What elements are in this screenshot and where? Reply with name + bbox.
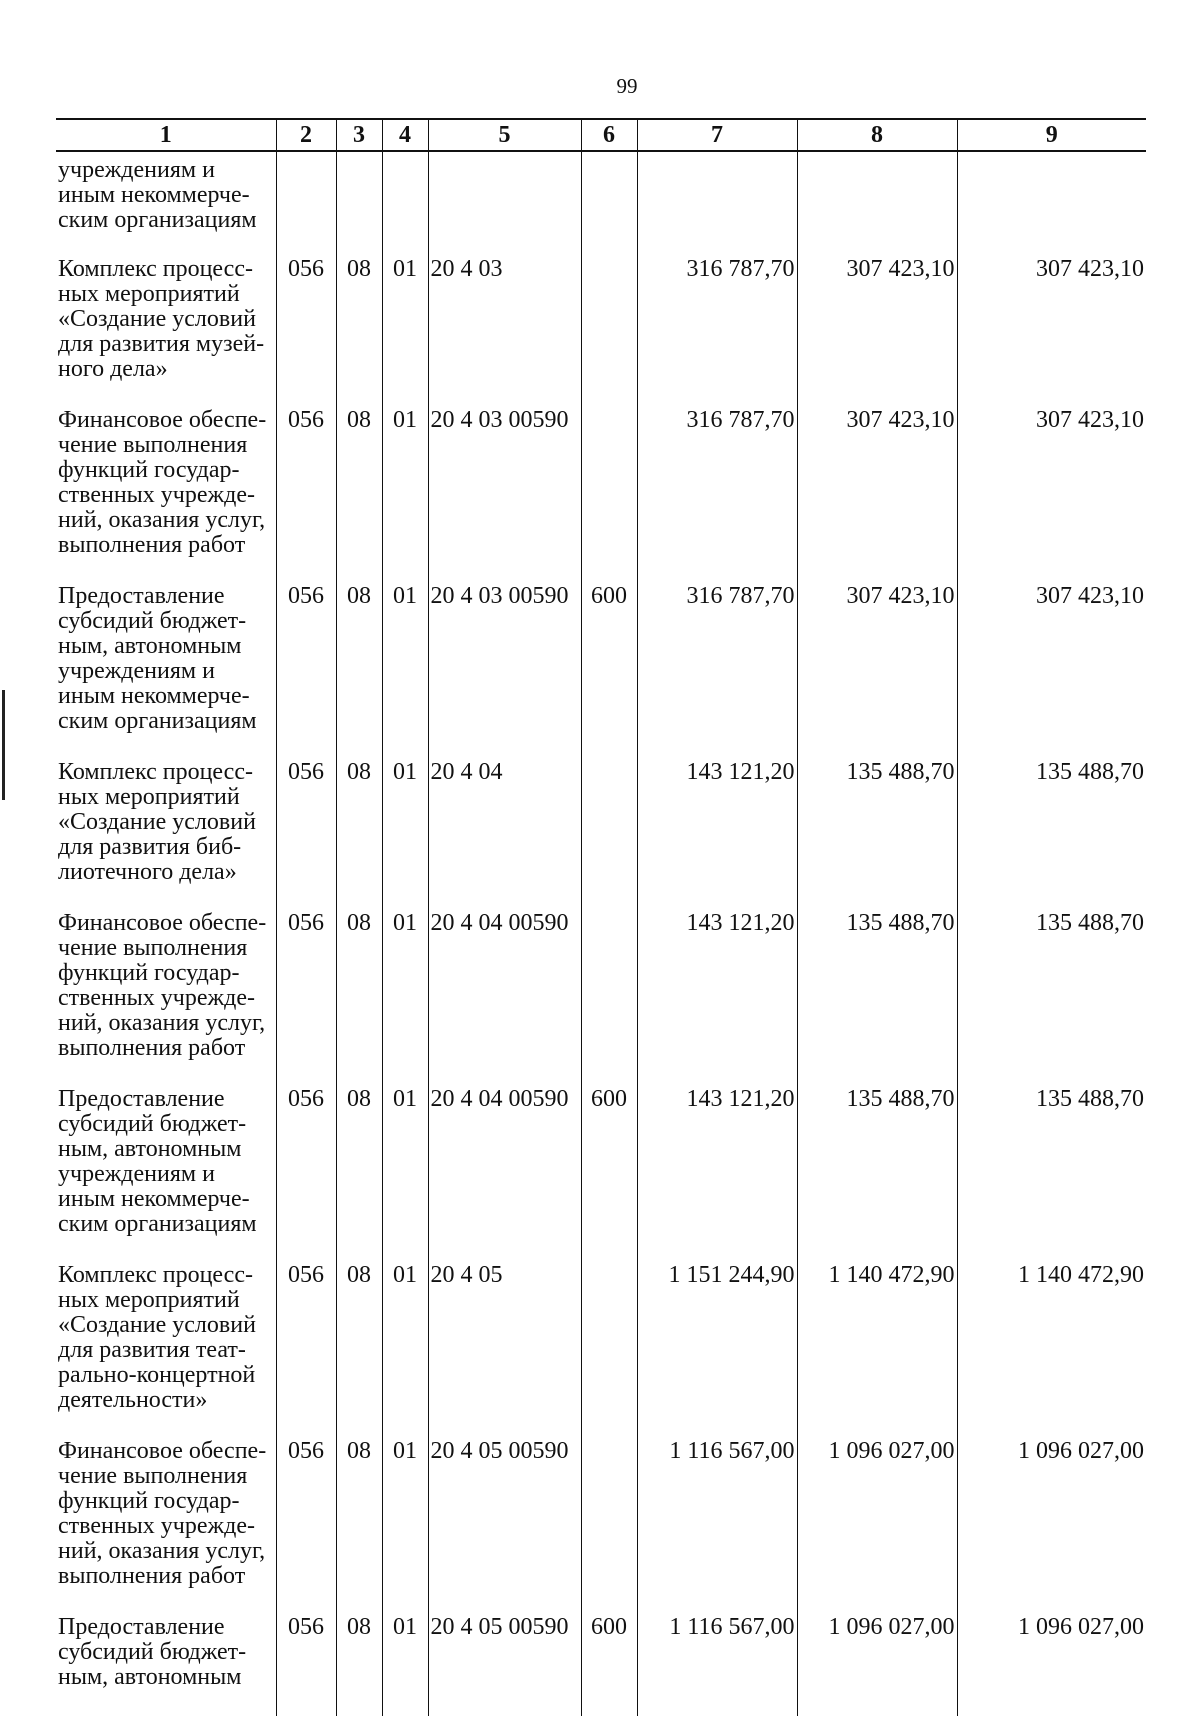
row-amount-col7: 1 116 567,00 — [637, 1603, 797, 1716]
row-section-code: 08 — [336, 748, 382, 899]
row-amount-col8: 135 488,70 — [797, 748, 957, 899]
row-subsection-code: 01 — [382, 1075, 428, 1251]
row-name: Комплекс процесс-ных мероприятий «Создание условий для развития теат-рально-концертной деятельности» — [58, 1262, 256, 1413]
row-ministry-code: 056 — [276, 572, 336, 748]
row-section-code: 08 — [336, 1075, 382, 1251]
row-amount-col7: 143 121,20 — [637, 748, 797, 899]
row-ministry-code — [276, 151, 336, 245]
row-name: Комплекс процесс-ных мероприятий «Создание условий для развития биб-лиотечного дела» — [58, 759, 256, 885]
row-ministry-code: 056 — [276, 1603, 336, 1716]
row-amount-col8 — [797, 151, 957, 245]
table-row — [56, 748, 1146, 899]
row-target-code: 20 4 05 00590 — [428, 1603, 581, 1716]
row-amount-col7: 1 116 567,00 — [637, 1427, 797, 1603]
row-expense-type: 600 — [581, 1603, 637, 1716]
row-ministry-code: 056 — [276, 1427, 336, 1603]
row-amount-col9: 135 488,70 — [957, 1075, 1146, 1251]
row-expense-type — [581, 1427, 637, 1603]
row-amount-col8: 1 096 027,00 — [797, 1427, 957, 1603]
row-name: Предоставление субсидий бюджет-ным, автономным — [58, 1614, 247, 1690]
row-amount-col7: 316 787,70 — [637, 245, 797, 396]
row-amount-col7: 143 121,20 — [637, 899, 797, 1075]
scan-margin-mark — [2, 690, 5, 800]
row-name: Предоставление субсидий бюджет-ным, автономным учреждениям и иным некоммерче-ским организациям — [58, 583, 257, 734]
row-target-code: 20 4 05 — [428, 1251, 581, 1427]
table-row — [56, 1251, 1146, 1427]
row-name: Финансовое обеспе-чение выполнения функций государ-ственных учрежде-ний, оказания услуг, выполнения работ — [58, 1438, 267, 1589]
row-section-code: 08 — [336, 1251, 382, 1427]
row-name: Предоставление субсидий бюджет-ным, автономным учреждениям и иным некоммерче-ским организациям — [58, 1086, 257, 1237]
row-amount-col9: 1 096 027,00 — [957, 1427, 1146, 1603]
column-header: 4 — [382, 119, 428, 151]
row-amount-col8: 1 096 027,00 — [797, 1603, 957, 1716]
row-target-code: 20 4 03 00590 — [428, 396, 581, 572]
row-ministry-code: 056 — [276, 396, 336, 572]
table-row — [56, 396, 1146, 572]
column-header: 8 — [797, 119, 957, 151]
row-amount-col8: 307 423,10 — [797, 572, 957, 748]
row-expense-type — [581, 151, 637, 245]
row-expense-type — [581, 396, 637, 572]
row-amount-col9: 135 488,70 — [957, 899, 1146, 1075]
row-amount-col8: 307 423,10 — [797, 396, 957, 572]
row-target-code: 20 4 05 00590 — [428, 1427, 581, 1603]
row-amount-col9: 307 423,10 — [957, 572, 1146, 748]
table-row — [56, 1603, 1146, 1716]
row-section-code: 08 — [336, 899, 382, 1075]
row-subsection-code: 01 — [382, 1427, 428, 1603]
row-amount-col7 — [637, 151, 797, 245]
row-section-code: 08 — [336, 396, 382, 572]
table-row — [56, 151, 1146, 245]
row-amount-col9: 307 423,10 — [957, 245, 1146, 396]
row-ministry-code: 056 — [276, 1251, 336, 1427]
row-amount-col9: 1 096 027,00 — [957, 1603, 1146, 1716]
row-subsection-code: 01 — [382, 245, 428, 396]
table-row — [56, 572, 1146, 748]
row-target-code: 20 4 04 — [428, 748, 581, 899]
row-amount-col8: 135 488,70 — [797, 899, 957, 1075]
column-header: 9 — [957, 119, 1146, 151]
row-expense-type: 600 — [581, 1075, 637, 1251]
table-header-row — [56, 119, 1146, 151]
row-amount-col9: 1 140 472,90 — [957, 1251, 1146, 1427]
column-header: 7 — [637, 119, 797, 151]
column-header: 6 — [581, 119, 637, 151]
table-row — [56, 899, 1146, 1075]
row-section-code — [336, 151, 382, 245]
row-amount-col7: 1 151 244,90 — [637, 1251, 797, 1427]
row-subsection-code — [382, 151, 428, 245]
column-header: 2 — [276, 119, 336, 151]
row-section-code: 08 — [336, 1427, 382, 1603]
row-ministry-code: 056 — [276, 1075, 336, 1251]
column-header: 5 — [428, 119, 581, 151]
column-header: 1 — [56, 119, 276, 151]
row-amount-col7: 143 121,20 — [637, 1075, 797, 1251]
row-target-code: 20 4 03 00590 — [428, 572, 581, 748]
table-row — [56, 245, 1146, 396]
row-subsection-code: 01 — [382, 748, 428, 899]
row-amount-col9 — [957, 151, 1146, 245]
row-subsection-code: 01 — [382, 899, 428, 1075]
row-target-code — [428, 151, 581, 245]
row-amount-col8: 1 140 472,90 — [797, 1251, 957, 1427]
table-row — [56, 1075, 1146, 1251]
row-target-code: 20 4 04 00590 — [428, 1075, 581, 1251]
table-row — [56, 1427, 1146, 1603]
row-name: Финансовое обеспе-чение выполнения функций государ-ственных учрежде-ний, оказания услуг, выполнения работ — [58, 407, 267, 558]
page-number: 99 — [616, 74, 638, 98]
row-subsection-code: 01 — [382, 1251, 428, 1427]
row-amount-col7: 316 787,70 — [637, 396, 797, 572]
row-name: Финансовое обеспе-чение выполнения функций государ-ственных учрежде-ний, оказания услуг, выполнения работ — [58, 910, 267, 1061]
row-ministry-code: 056 — [276, 245, 336, 396]
row-amount-col9: 307 423,10 — [957, 396, 1146, 572]
row-target-code: 20 4 04 00590 — [428, 899, 581, 1075]
row-expense-type — [581, 748, 637, 899]
row-section-code: 08 — [336, 245, 382, 396]
row-subsection-code: 01 — [382, 572, 428, 748]
budget-table — [56, 118, 1146, 1716]
row-name: учреждениям и иным некоммерче-ским организациям — [58, 157, 257, 233]
row-amount-col9: 135 488,70 — [957, 748, 1146, 899]
row-expense-type — [581, 1251, 637, 1427]
row-ministry-code: 056 — [276, 899, 336, 1075]
row-name: Комплекс процесс-ных мероприятий «Создание условий для развития музей-ного дела» — [58, 256, 265, 382]
row-amount-col7: 316 787,70 — [637, 572, 797, 748]
row-subsection-code: 01 — [382, 396, 428, 572]
row-target-code: 20 4 03 — [428, 245, 581, 396]
row-expense-type — [581, 245, 637, 396]
row-section-code: 08 — [336, 572, 382, 748]
row-amount-col8: 307 423,10 — [797, 245, 957, 396]
row-section-code: 08 — [336, 1603, 382, 1716]
column-header: 3 — [336, 119, 382, 151]
row-expense-type — [581, 899, 637, 1075]
row-subsection-code: 01 — [382, 1603, 428, 1716]
row-ministry-code: 056 — [276, 748, 336, 899]
row-amount-col8: 135 488,70 — [797, 1075, 957, 1251]
row-expense-type: 600 — [581, 572, 637, 748]
